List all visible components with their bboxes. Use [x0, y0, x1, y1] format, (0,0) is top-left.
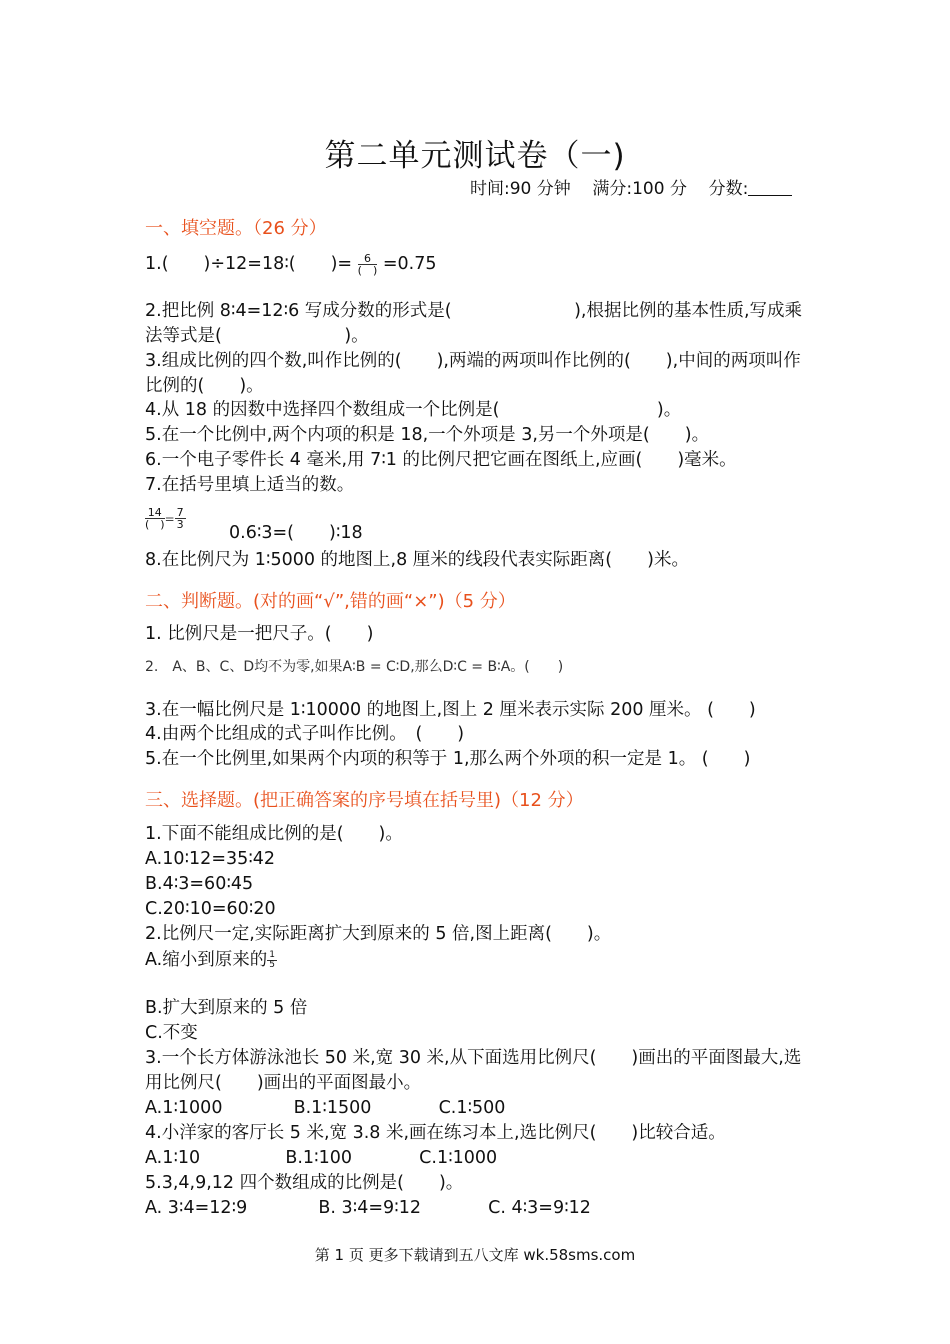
choice-q1: 1.下面不能组成比例的是( )。 [145, 824, 403, 844]
choice-q4: 4.小洋家的客厅长 5 米,宽 3.8 米,画在练习本上,选比例尺( )比较合适。 [145, 1123, 726, 1143]
choice-q2-option-c: C.不变 [145, 1023, 198, 1043]
time-limit: 时间:90 分钟 [470, 179, 571, 199]
score-blank [748, 179, 792, 196]
fill-q2: 2.把比例 8∶4=12∶6 写成分数的形式是( ),根据比例的基本性质,写成乘法等式是( )。 [145, 301, 803, 346]
fill-q1 [145, 252, 436, 276]
fill-q8: 8.在比例尺为 1∶5000 的地图上,8 厘米的线段代表实际距离( )米。 [145, 550, 689, 570]
fill-q1-text: 1.( )÷12=18∶( )= [145, 254, 353, 274]
fill-q1-fraction [358, 253, 378, 276]
choice-q3: 3.一个长方体游泳池长 50 米,宽 30 米,从下面选用比例尺( )画出的平面图最大,选用比例尺( )画出的平面图最小。 [145, 1048, 802, 1093]
judge-q1: 1. 比例尺是一把尺子。( ) [145, 624, 374, 644]
option-b: B.1∶1500 [293, 1098, 372, 1118]
option-b: B.1∶100 [285, 1148, 353, 1168]
fill-q5: 5.在一个比例中,两个内项的积是 18,一个外项是 3,另一个外项是( )。 [145, 425, 710, 445]
section-judge-heading: 二、判断题。(对的画“√”,错的画“×”)（5 分） [145, 591, 516, 612]
fill-q4: 4.从 18 的因数中选择四个数组成一个比例是( )。 [145, 400, 682, 420]
exam-meta [470, 174, 792, 199]
q7-fraction-left [145, 507, 165, 530]
fraction-numerator: 14 [145, 507, 165, 519]
q2-fraction [267, 951, 277, 970]
option-a: A.1∶10 [145, 1148, 201, 1168]
fraction-denominator: ( ) [357, 263, 378, 277]
choice-q1-option-a: A.10∶12=35∶42 [145, 849, 276, 869]
judge-q3: 3.在一幅比例尺是 1∶10000 的地图上,图上 2 厘米表示实际 200 厘米。 ( ) [145, 700, 756, 720]
choice-q1-option-c: C.20∶10=60∶20 [145, 899, 276, 919]
fill-q1-tail: =0.75 [382, 254, 437, 274]
option-a: A. 3∶4=12∶9 [145, 1198, 248, 1218]
fill-q7-ratio: 0.6∶3=( )∶18 [229, 523, 363, 543]
fill-q7: 7.在括号里填上适当的数。 [145, 475, 355, 495]
page-title: 第二单元测试卷（一) [324, 138, 626, 174]
choice-q2-option-a [145, 948, 277, 972]
page-footer: 第 1 页 更多下载请到五八文库 wk.58sms.com [314, 1246, 636, 1264]
option-b: B. 3∶4=9∶12 [318, 1198, 421, 1218]
score-label: 分数: [708, 179, 749, 199]
fraction-denominator: 5 [269, 959, 275, 970]
choice-q1-option-b: B.4∶3=60∶45 [145, 874, 254, 894]
fraction-numerator: 6 [358, 253, 378, 265]
option-c: C.1∶500 [438, 1098, 506, 1118]
judge-q2: 2. A、B、C、D均不为零,如果A∶B = C∶D,那么D∶C = B∶A。( ) [145, 659, 564, 675]
fill-q7-items [145, 506, 186, 531]
q7-fraction-right [175, 507, 186, 530]
fraction-numerator: 7 [176, 505, 184, 519]
fill-q3: 3.组成比例的四个数,叫作比例的( ),两端的两项叫作比例的( ),中间的两项叫作比例的( )。 [145, 351, 801, 396]
equals-sign: = [164, 512, 175, 526]
choice-q2-option-b: B.扩大到原来的 5 倍 [145, 998, 308, 1018]
judge-q4: 4.由两个比组成的式子叫作比例。 ( ) [145, 724, 465, 744]
section-choice-heading: 三、选择题。(把正确答案的序号填在括号里)（12 分） [145, 790, 584, 811]
fraction-denominator: 3 [176, 517, 184, 531]
option-c: C.1∶1000 [419, 1148, 498, 1168]
fraction-numerator: 1 [269, 949, 275, 960]
choice-q5: 5.3,4,9,12 四个数组成的比例是( )。 [145, 1173, 464, 1193]
fraction-denominator: ( ) [145, 517, 165, 531]
choice-q2: 2.比例尺一定,实际距离扩大到原来的 5 倍,图上距离( )。 [145, 924, 612, 944]
option-c: C. 4∶3=9∶12 [488, 1198, 591, 1218]
full-score: 满分:100 分 [592, 179, 687, 199]
choice-q4-options [145, 1146, 497, 1170]
option-a-text: A.缩小到原来的 [145, 950, 268, 970]
judge-q5: 5.在一个比例里,如果两个内项的积等于 1,那么两个外项的积一定是 1。 ( ) [145, 749, 751, 769]
fill-q6: 6.一个电子零件长 4 毫米,用 7∶1 的比例尺把它画在图纸上,应画( )毫米。 [145, 450, 737, 470]
section-fill-heading: 一、填空题。（26 分） [145, 218, 327, 239]
choice-q5-options [145, 1196, 591, 1220]
choice-q3-options [145, 1096, 505, 1120]
option-a: A.1∶1000 [145, 1098, 223, 1118]
